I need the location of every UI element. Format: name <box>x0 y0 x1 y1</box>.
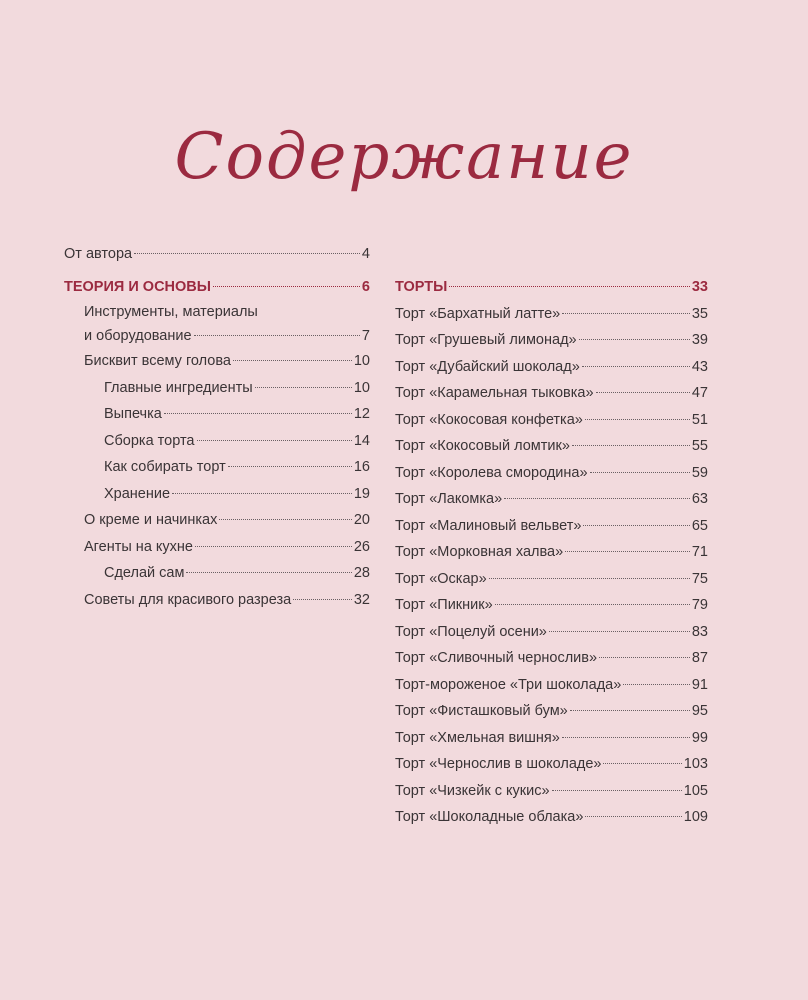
toc-entry[interactable] <box>395 645 708 672</box>
toc-entry-page: 4 <box>361 246 370 262</box>
toc-entry-page: 109 <box>683 809 708 825</box>
toc-entry[interactable] <box>395 751 708 778</box>
toc-entry-page: 47 <box>691 385 708 401</box>
dot-leader <box>233 360 352 361</box>
toc-entry-page: 10 <box>353 379 370 396</box>
toc-entry-page: 105 <box>683 782 708 799</box>
toc-entry-tools[interactable] <box>64 300 370 348</box>
dot-leader <box>582 366 690 367</box>
toc-right-column <box>395 274 708 831</box>
toc-entry-author[interactable] <box>64 241 370 268</box>
toc-entry[interactable] <box>64 348 370 375</box>
toc-section-label: ТЕОРИЯ И ОСНОВЫ <box>64 278 211 295</box>
toc-entry-label: От автора <box>64 246 133 262</box>
toc-entry-label: Хранение <box>104 485 171 502</box>
toc-entry[interactable] <box>395 486 708 513</box>
toc-entry[interactable] <box>395 804 708 831</box>
toc-section-theory[interactable] <box>64 274 370 301</box>
toc-entry-label: Торт «Лакомка» <box>395 491 503 507</box>
toc-entry-page: 59 <box>691 464 708 481</box>
toc-entry-label: О креме и начинках <box>84 512 218 528</box>
toc-entry-page: 65 <box>691 517 708 534</box>
toc-entry[interactable] <box>395 301 708 328</box>
toc-entry-label-line2: и оборудование <box>84 328 192 344</box>
toc-entry-page: 35 <box>691 305 708 322</box>
toc-entry-label: Как собирать торт <box>104 459 226 475</box>
toc-right-list <box>395 301 708 831</box>
toc-entry[interactable] <box>64 428 370 455</box>
dot-leader <box>549 631 690 632</box>
toc-entry-label: Торт-мороженое «Три шоколада» <box>395 676 622 693</box>
dot-leader <box>194 335 360 336</box>
dot-leader <box>570 710 690 711</box>
toc-entry-label: Выпечка <box>104 406 162 422</box>
toc-entry-page: 83 <box>691 623 708 640</box>
toc-entry[interactable] <box>395 672 708 699</box>
toc-entry[interactable] <box>395 460 708 487</box>
dot-leader <box>585 419 690 420</box>
toc-entry-label: Агенты на кухне <box>84 538 193 555</box>
toc-left-column <box>64 241 370 613</box>
toc-entry-label: Торт «Фисташковый бум» <box>395 703 568 719</box>
dot-leader <box>293 599 352 600</box>
toc-entry-label: Торт «Пикник» <box>395 597 493 613</box>
dot-leader <box>213 286 360 287</box>
toc-entry-page: 16 <box>353 459 370 475</box>
toc-entry[interactable] <box>395 566 708 593</box>
toc-entry-page: 63 <box>691 491 708 507</box>
dot-leader <box>228 466 352 467</box>
toc-entry-label: Бисквит всему голова <box>84 353 231 369</box>
toc-entry-label: Торт «Кокосовая конфетка» <box>395 411 583 428</box>
toc-section-page: 6 <box>361 278 370 295</box>
toc-entry[interactable] <box>395 619 708 646</box>
dot-leader <box>552 790 682 791</box>
dot-leader <box>449 286 690 287</box>
dot-leader <box>599 657 690 658</box>
dot-leader <box>572 445 690 446</box>
dot-leader <box>495 604 690 605</box>
toc-entry-label: Торт «Карамельная тыковка» <box>395 385 594 401</box>
toc-entry[interactable] <box>395 327 708 354</box>
toc-entry-page: 87 <box>691 650 708 666</box>
toc-entry[interactable] <box>395 407 708 434</box>
toc-entry-label: Торт «Сливочный чернослив» <box>395 650 598 666</box>
dot-leader <box>623 684 690 685</box>
toc-entry-page: 10 <box>353 353 370 369</box>
dot-leader <box>603 763 681 764</box>
dot-leader <box>134 253 360 254</box>
toc-entry-label: Торт «Оскар» <box>395 570 487 587</box>
toc-entry[interactable] <box>64 454 370 481</box>
dot-leader <box>565 551 690 552</box>
toc-entry-page: 32 <box>353 591 370 608</box>
toc-entry-label: Торт «Малиновый вельвет» <box>395 517 582 534</box>
toc-entry-label: Торт «Дубайский шоколад» <box>395 358 580 375</box>
toc-entry-label: Советы для красивого разреза <box>84 591 292 608</box>
toc-entry-page: 14 <box>353 432 370 449</box>
toc-entry-label: Торт «Поцелуй осени» <box>395 623 547 640</box>
toc-entry-page: 39 <box>691 332 708 348</box>
toc-entry[interactable] <box>395 778 708 805</box>
toc-entry[interactable] <box>64 587 370 614</box>
toc-entry-page: 20 <box>353 512 370 528</box>
toc-entry[interactable] <box>395 725 708 752</box>
dot-leader <box>255 387 352 388</box>
toc-entry[interactable] <box>395 433 708 460</box>
toc-section-cakes[interactable] <box>395 274 708 301</box>
toc-entry-page: 79 <box>691 597 708 613</box>
toc-entry[interactable] <box>64 481 370 508</box>
toc-entry[interactable] <box>395 539 708 566</box>
dot-leader <box>596 392 690 393</box>
toc-entry[interactable] <box>64 401 370 428</box>
toc-entry-label: Сборка торта <box>104 432 195 449</box>
toc-entry-label-line1: Инструменты, материалы <box>84 304 258 320</box>
toc-entry-page: 91 <box>691 676 708 693</box>
toc-section-page: 33 <box>691 279 708 295</box>
dot-leader <box>219 519 351 520</box>
page-title: Содержание <box>174 120 634 194</box>
toc-entry-label: Торт «Чизкейк с кукис» <box>395 782 550 799</box>
toc-entry-label: Главные ингредиенты <box>104 379 253 396</box>
toc-entry-label: Торт «Шоколадные облака» <box>395 809 584 825</box>
toc-entry-label: Торт «Бархатный латте» <box>395 305 561 322</box>
dot-leader <box>172 493 352 494</box>
dot-leader <box>583 525 689 526</box>
toc-entry-label: Торт «Грушевый лимонад» <box>395 332 577 348</box>
toc-entry-page: 75 <box>691 570 708 587</box>
dot-leader <box>562 313 690 314</box>
toc-entry-page: 19 <box>353 485 370 502</box>
toc-entry-page: 99 <box>691 729 708 746</box>
toc-entry-label: Торт «Морковная халва» <box>395 544 564 560</box>
toc-entry[interactable] <box>64 375 370 402</box>
dot-leader <box>195 546 352 547</box>
toc-entry-label: Торт «Кокосовый ломтик» <box>395 438 570 454</box>
dot-leader <box>164 413 352 414</box>
toc-entry[interactable] <box>395 354 708 381</box>
dot-leader <box>562 737 690 738</box>
dot-leader <box>590 472 690 473</box>
toc-entry[interactable] <box>395 380 708 407</box>
toc-entry-page: 43 <box>691 358 708 375</box>
toc-entry[interactable] <box>64 560 370 587</box>
toc-entry[interactable] <box>64 534 370 561</box>
dot-leader <box>197 440 352 441</box>
toc-entry-page: 95 <box>691 703 708 719</box>
toc-entry-label: Торт «Хмельная вишня» <box>395 729 560 746</box>
toc-entry-page: 71 <box>691 544 708 560</box>
dot-leader <box>579 339 690 340</box>
toc-entry-label: Торт «Чернослив в шоколаде» <box>395 756 602 772</box>
toc-entry-page: 26 <box>353 538 370 555</box>
toc-entry-page: 51 <box>691 411 708 428</box>
dot-leader <box>504 498 690 499</box>
toc-entry-page: 103 <box>683 756 708 772</box>
toc-entry-page: 28 <box>353 565 370 581</box>
dot-leader <box>186 572 351 573</box>
toc-entry-page: 55 <box>691 438 708 454</box>
toc-entry-page: 12 <box>353 406 370 422</box>
toc-left-list <box>64 348 370 613</box>
toc-entry-label: Торт «Королева смородина» <box>395 464 588 481</box>
toc-entry-page: 7 <box>361 328 370 344</box>
toc-entry-label: Сделай сам <box>104 565 185 581</box>
toc-section-label: ТОРТЫ <box>395 279 448 295</box>
toc-entry[interactable] <box>395 513 708 540</box>
dot-leader <box>585 816 681 817</box>
toc-entry[interactable] <box>395 592 708 619</box>
toc-entry[interactable] <box>64 507 370 534</box>
dot-leader <box>489 578 690 579</box>
toc-entry[interactable] <box>395 698 708 725</box>
